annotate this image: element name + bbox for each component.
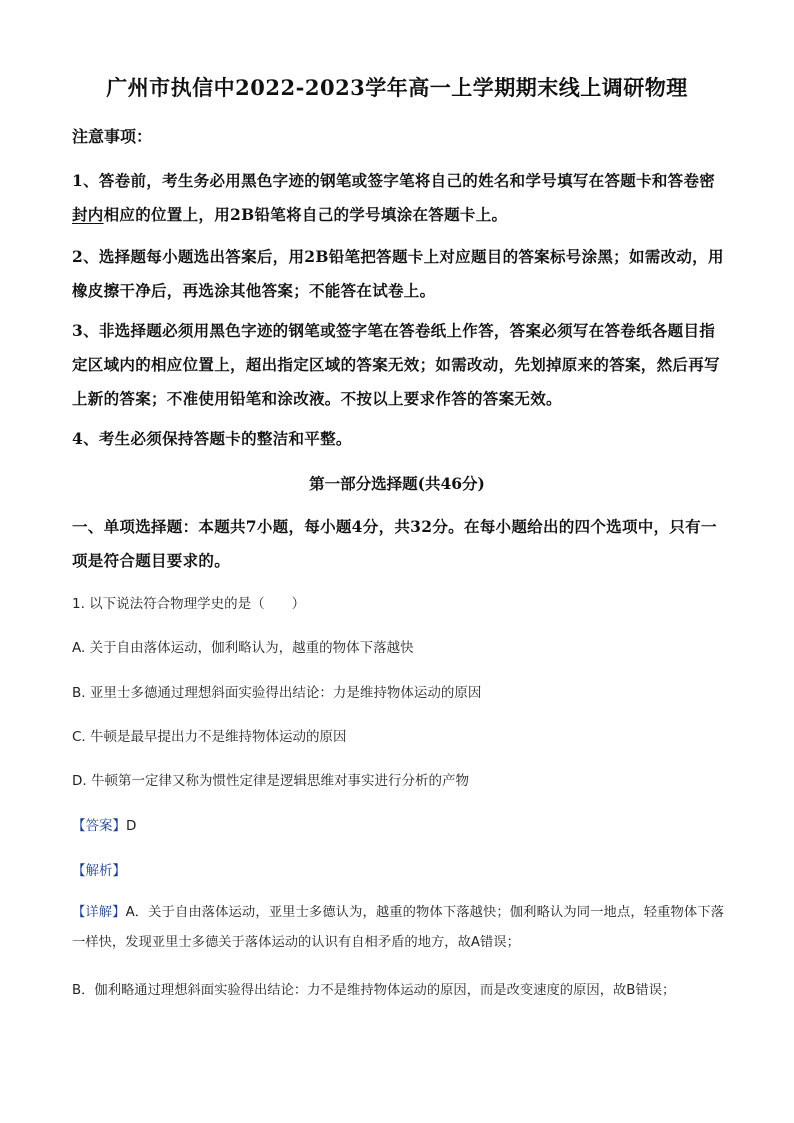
question-option-d: D. 牛顿第一定律又称为惯性定律是逻辑思维对事实进行分析的产物 [72, 773, 469, 789]
notice-item-2: 2、选择题每小题选出答案后，用2B铅笔把答题卡上对应题目的答案标号涂黑；如需改动，用橡皮擦干净后，再选涂其他答案；不能答在试卷上。 [72, 247, 724, 300]
notice-item-3: 3、非选择题必须用黑色字迹的钢笔或签字笔在答卷纸上作答，答案必须写在答卷纸各题目指定区域内的相应位置上，超出指定区域的答案无效；如需改动，先划掉原来的答案，然后再写上新的答案；不准使用铅笔和涂改液。不按以上要求作答的答案无效。 [72, 321, 720, 408]
detail-a-text: A．关于自由落体运动，亚里士多德认为，越重的物体下落越快；伽利略认为同一地点，轻重物体下落一样快，发现亚里士多德关于落体运动的认识有自相矛盾的地方，故A错误； [72, 905, 724, 950]
question-option-a: A. 关于自由落体运动，伽利略认为，越重的物体下落越快 [72, 640, 414, 656]
answer-tag: 【答案】 [72, 818, 126, 834]
notice-item-1 [72, 164, 724, 232]
detail-paragraph-a [72, 898, 724, 958]
section-title: 第一部分选择题(共46分) [309, 474, 485, 493]
detail-tag: 【详解】 [72, 905, 126, 920]
question-stem: 1. 以下说法符合物理学史的是（ ） [72, 596, 306, 612]
answer-value: D [126, 818, 137, 834]
detail-paragraph-b: B．伽利略通过理想斜面实验得出结论：力不是维持物体运动的原因，而是改变速度的原因，故B错误； [72, 983, 676, 998]
part-heading: 一、单项选择题：本题共7小题，每小题4分，共32分。在每小题给出的四个选项中，只有一项是符合题目要求的。 [72, 517, 717, 570]
notice-item-1-post: 相应的位置上，用2B铅笔将自己的学号填涂在答题卡上。 [103, 205, 508, 224]
answer-line [72, 816, 724, 836]
question-option-b: B. 亚里士多德通过理想斜面实验得出结论：力是维持物体运动的原因 [72, 685, 482, 701]
notice-heading: 注意事项： [72, 127, 153, 146]
document-title: 广州市执信中2022-2023学年高一上学期期末线上调研物理 [106, 75, 688, 100]
notice-item-4: 4、考生必须保持答题卡的整洁和平整。 [72, 429, 352, 448]
notice-item-1-pre: 1、答卷前，考生务必用黑色字迹的钢笔或签字笔将自己的姓名和学号填写在答题卡和答卷密 [72, 171, 716, 190]
question-option-c: C. 牛顿是最早提出力不是维持物体运动的原因 [72, 729, 347, 745]
analysis-tag: 【解析】 [72, 863, 126, 879]
notice-item-1-underlined: 封内 [72, 205, 104, 224]
